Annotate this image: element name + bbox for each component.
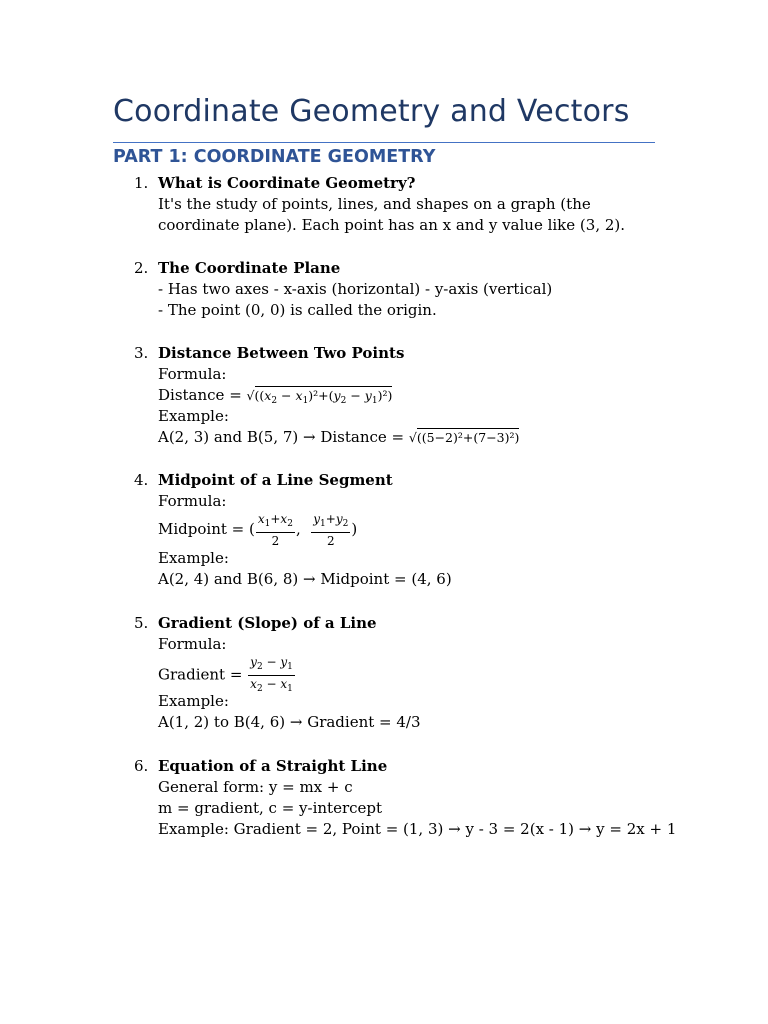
midpoint-formula — [158, 512, 357, 548]
item-heading: The Coordinate Plane — [158, 259, 341, 277]
formula-suffix: ) — [351, 520, 358, 538]
item-number: 5. — [134, 614, 149, 632]
sqrt-expression: √((5−2)²+(7−3)²) — [408, 430, 520, 445]
item-text-line: m = gradient, c = y-intercept — [158, 799, 383, 817]
formula-prefix: Midpoint = ( — [158, 520, 255, 538]
document-title: Coordinate Geometry and Vectors — [113, 94, 630, 129]
example-text — [158, 427, 519, 448]
gradient-fraction: $\frac{y_2 - y_1}{x_2 - x_1}$ — [250, 655, 293, 694]
example-label: Example: — [158, 692, 229, 710]
item-heading: Distance Between Two Points — [158, 344, 405, 362]
formula-label: Formula: — [158, 635, 227, 653]
item-text-line: coordinate plane). Each point has an x and y value like (3, 2). — [158, 216, 626, 234]
item-text-line: Example: Gradient = 2, Point = (1, 3) → y - 3 = 2(x - 1) → y = 2x + 1 — [158, 820, 677, 838]
item-text-line: - The point (0, 0) is called the origin. — [158, 301, 437, 319]
example-text: A(2, 4) and B(6, 8) → Midpoint = (4, 6) — [158, 570, 452, 588]
item-number: 6. — [134, 757, 149, 775]
fraction-x: $\frac{x_1+x_2}{2}$ — [257, 512, 293, 548]
fraction-y: $\frac{y_1+y_2}{2}$ — [313, 512, 349, 548]
item-number: 1. — [134, 174, 149, 192]
example-radicand: ((5−2)²+(7−3)²) — [416, 430, 520, 445]
formula-label: Formula: — [158, 492, 227, 510]
example-prefix: A(2, 3) and B(5, 7) → Distance = — [158, 428, 409, 446]
example-label: Example: — [158, 407, 229, 425]
formula-separator: , — [295, 520, 301, 538]
item-text-line: General form: y = mx + c — [158, 778, 353, 796]
item-text-line: - Has two axes - x-axis (horizontal) - y-axis (vertical) — [158, 280, 553, 298]
item-heading: Equation of a Straight Line — [158, 757, 388, 775]
gradient-formula — [158, 655, 296, 696]
item-heading: What is Coordinate Geometry? — [158, 174, 416, 192]
example-label: Example: — [158, 549, 229, 567]
example-text: A(1, 2) to B(4, 6) → Gradient = 4/3 — [158, 713, 421, 731]
item-number: 2. — [134, 259, 149, 277]
sqrt-expression: $√((x_2 - x_1)^2+(y_2 - y_1)^2)$ — [246, 388, 393, 406]
item-number: 4. — [134, 471, 149, 489]
item-heading: Midpoint of a Line Segment — [158, 471, 393, 489]
item-text-line: It's the study of points, lines, and shapes on a graph (the — [158, 195, 591, 213]
formula-prefix: Gradient = — [158, 665, 248, 684]
formula-label: Formula: — [158, 365, 227, 383]
title-underline — [113, 142, 655, 143]
part-heading: PART 1: COORDINATE GEOMETRY — [113, 147, 436, 167]
item-number: 3. — [134, 344, 149, 362]
item-heading: Gradient (Slope) of a Line — [158, 614, 377, 632]
formula-prefix: Distance = — [158, 386, 247, 404]
